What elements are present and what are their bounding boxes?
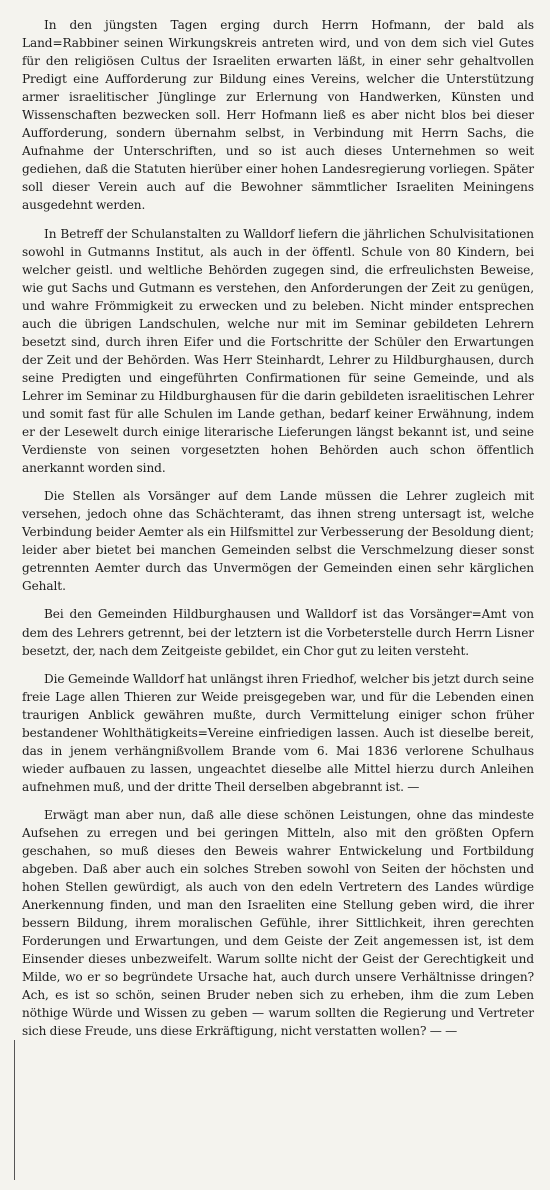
margin-rule <box>14 1040 15 1180</box>
paragraph-schluss: Erwägt man aber nun, daß alle diese schönen Leistungen, ohne das mindeste Aufsehen zu erregen und bei geringen Mitteln, also mit den größten Opfern geschahen, so muß dieses den Beweis wahrer Entwickelung und Fortbildung abgeben. Daß aber auch ein solches Streben sowohl von Seiten der höchsten und hohen Stellen gewürdigt, als auch von den edeln Vertretern des Landes würdige Anerkennung finden, und man den Israeliten eine Stellung geben wird, die ihrer bessern Bildung, ihrem moralischen Gefühle, ihrer Sittlichkeit, ihren gerechten Forderungen und Erwartungen, und dem Geiste der Zeit angemessen ist, ist dem Einsender dieses unbezweifelt. Warum sollte nicht der Geist der Gerechtigkeit und Milde, wo er so begründete Ursache hat, auch durch unsere Verhältnisse dringen? Ach, es ist so schön, seinen Bruder neben sich zu erheben, ihm die zum Leben nöthige Würde und Wissen zu geben — warum sollten die Regierung und Vertreter sich diese Freude, uns diese Erkräftigung, nicht verstatten wollen? — — <box>22 807 534 1039</box>
paragraph-schulanstalten: In Betreff der Schulanstalten zu Walldorf liefern die jährlichen Schulvisitationen sowohl in Gutmanns Institut, als auch in der öffentl. Schule von 80 Kindern, bei welcher geistl. und weltliche Behörden zugegen sind, die erfreulichsten Beweise, wie gut Sachs und Gutmann es verstehen, den Anforderungen der Zeit zu genügen, und wahre Frömmigkeit zu erwecken und zu beleben. Nicht minder entsprechen auch die übrigen Landschulen, welche nur mit im Seminar gebildeten Lehrern besetzt sind, durch ihren Eifer und die Fortschritte der Schüler den Erwartungen der Zeit und der Behörden. Was Herr Steinhardt, Lehrer zu Hildburghausen, durch seine Predigten und eingeführten Confirmationen für seine Gemeinde, und als Lehrer im Seminar zu Hildburghausen für die darin gebildeten israelitischen Lehrer und somit fast für alle Schulen im Lande gethan, bedarf keiner Erwähnung, indem er der Lesewelt durch einige literarische Lieferungen längst bekannt ist, und seine Verdienste von seinen vorgesetzten hohen Behörden auch schon öffentlich anerkannt worden sind. <box>22 226 534 476</box>
paragraph-friedhof: Die Gemeinde Walldorf hat unlängst ihren Friedhof, welcher bis jetzt durch seine freie Lage allen Thieren zur Weide preisgegeben war, und für die Lebenden einen traurigen Anblick gewähren mußte, durch Vermittelung einiger schon früher bestandener Wohlthätigkeits=Vereine einfriedigen lassen. Auch ist dieselbe bereit, das in jenem verhängnißvollem Brande vom 6. Mai 1836 verlorene Schulhaus wieder aufbauen zu lassen, ungeachtet dieselbe alle Mittel hierzu durch Anleihen aufnehmen muß, und der dritte Theil derselben abgebrannt ist. — <box>22 671 534 794</box>
paragraph-vorsaenger: Die Stellen als Vorsänger auf dem Lande müssen die Lehrer zugleich mit versehen, jedoch ohne das Schächteramt, das ihnen streng untersagt ist, welche Verbindung beider Aemter als ein Hilfsmittel zur Verbesserung der Besoldung dient; leider aber bietet bei manchen Gemeinden selbst die Verschmelzung dieser sonst getrennten Aemter durch das Unvermögen der Gemeinden einen sehr kärglichen Gehalt. <box>22 489 534 594</box>
paragraph-gemeinden: Bei den Gemeinden Hildburghausen und Walldorf ist das Vorsänger=Amt von dem des Lehrers getrennt, bei der letztern ist die Vorbeterstelle durch Herrn Lisner besetzt, der, nach dem Zeitgeiste gebildet, ein Chor gut zu leiten versteht. <box>22 607 534 658</box>
article-column <box>22 16 534 1051</box>
paragraph-hofmann-verein: In den jüngsten Tagen erging durch Herrn Hofmann, der bald als Land=Rabbiner seinen Wirkungskreis antreten wird, und von dem sich viel Gutes für den religiösen Cultus der Israeliten erwarten läßt, in einer sehr gehaltvollen Predigt eine Aufforderung zur Bildung eines Vereins, welcher die Unterstützung armer israelitischer Jünglinge zur Erlernung von Handwerken, Künsten und Wissenschaften bezwecken soll. Herr Hofmann ließ es aber nicht blos bei dieser Aufforderung, sondern übernahm selbst, in Verbindung mit Herrn Sachs, die Aufnahme der Unterschriften, und so ist auch dieses Unternehmen so weit gediehen, daß die Statuten hierüber einer hohen Landesregierung vorliegen. Später soll dieser Verein auch auf die Bewohner sämmtlicher Israeliten Meiningens ausgedehnt werden. <box>22 18 534 213</box>
